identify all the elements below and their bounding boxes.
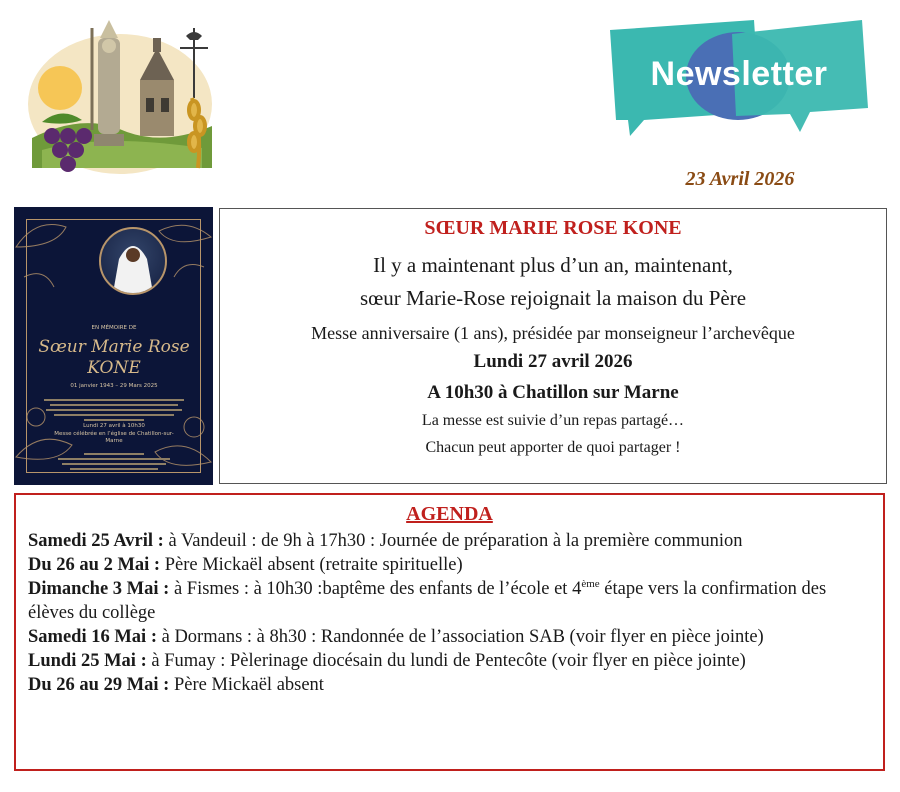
agenda-item [28, 625, 873, 649]
portrait-figure-icon [101, 229, 165, 293]
announcement-line-1: Il y a maintenant plus d’un an, maintenant, [373, 253, 733, 277]
announcement-title: SŒUR MARIE ROSE KONE [424, 217, 682, 239]
card-place-line: Messe célébrée en l’église de Chatillon-sur-Marne [54, 431, 174, 444]
agenda-title: AGENDA [406, 503, 493, 525]
card-body-text [34, 397, 194, 425]
agenda-item [28, 529, 873, 553]
card-name-line2: KONE [87, 358, 141, 378]
announcement-bring: Chacun peut apporter de quoi partager ! [425, 439, 681, 456]
agenda-item [28, 577, 873, 625]
announcement-line-3: Messe anniversaire (1 ans), présidée par monseigneur l’archevêque [311, 323, 795, 343]
agenda-day: Samedi 16 Mai : [28, 627, 157, 647]
card-name-line1: Sœur Marie Rose [38, 337, 190, 357]
agenda-superscript: ème [581, 577, 600, 590]
agenda-day: Du 26 au 29 Mai : [28, 675, 170, 695]
card-memoriam: EN MÉMOIRE DE [91, 325, 137, 331]
agenda-list [28, 529, 873, 697]
announcement-line-2: sœur Marie-Rose rejoignait la maison du Père [359, 286, 747, 310]
agenda-text: à Fismes : à 10h30 :baptême des enfants de l’école et 4 [169, 579, 582, 599]
announcement-date: Lundi 27 avril 2026 [473, 351, 633, 372]
announcement-time-place: A 10h30 à Chatillon sur Marne [427, 382, 679, 403]
agenda-text: à Fumay : Pèlerinage diocésain du lundi de Pentecôte (voir flyer en pièce jointe) [146, 651, 746, 671]
anniversary-announcement [219, 208, 887, 484]
newsletter-date: 23 Avril 2026 [685, 168, 795, 190]
card-fine-print-2 [34, 451, 194, 471]
agenda-day: Du 26 au 2 Mai : [28, 555, 161, 575]
card-celebrant-text [34, 451, 194, 473]
agenda-text: à Dormans : à 8h30 : Randonnée de l’association SAB (voir flyer en pièce jointe) [156, 627, 764, 647]
agenda-text: Père Mickaël absent (retraite spirituelle) [160, 555, 463, 575]
announcement-meal: La messe est suivie d’un repas partagé… [421, 412, 685, 429]
memorial-card [14, 207, 213, 485]
agenda-day: Lundi 25 Mai : [28, 651, 147, 671]
agenda-text: Père Mickaël absent [169, 675, 324, 695]
sister-portrait [99, 227, 167, 295]
agenda-section [14, 493, 885, 771]
card-dates: 01 janvier 1943 – 29 Mars 2025 [70, 383, 158, 389]
parish-logo [22, 18, 218, 178]
agenda-text: à Vandeuil : de 9h à 17h30 : Journée de préparation à la première communion [163, 531, 743, 551]
agenda-item [28, 673, 873, 697]
agenda-day: Dimanche 3 Mai : [28, 579, 170, 599]
newsletter-label: Newsletter [650, 55, 828, 93]
agenda-text-continued: étape vers la confirmation des élèves du collège [28, 579, 827, 623]
agenda-day: Samedi 25 Avril : [28, 531, 164, 551]
agenda-item [28, 649, 873, 673]
card-date-line: Lundi 27 avril à 10h30 [83, 423, 145, 429]
card-fine-print [34, 397, 194, 423]
agenda-item [28, 553, 873, 577]
